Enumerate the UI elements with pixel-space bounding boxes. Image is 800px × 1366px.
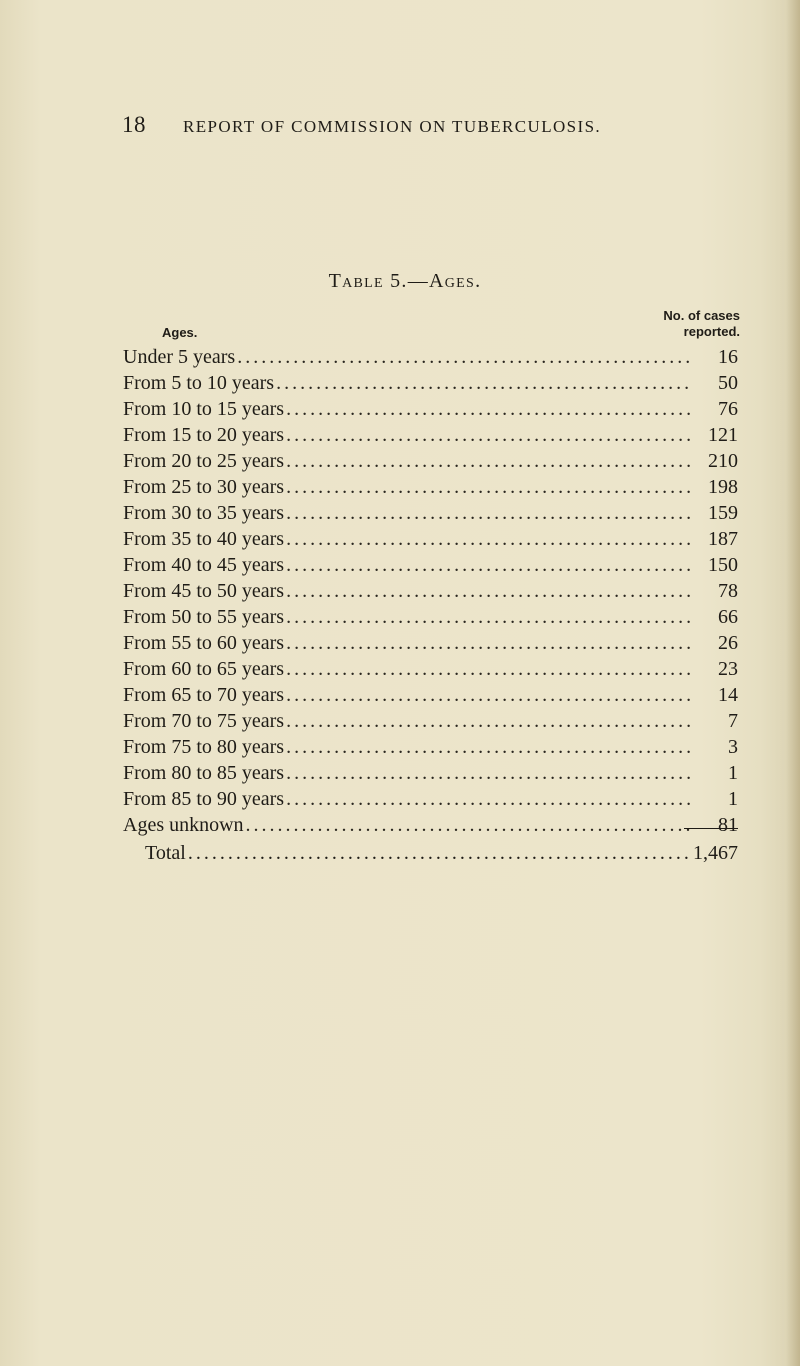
table-row	[123, 656, 738, 682]
age-table-rows	[123, 344, 738, 838]
dot-leader	[188, 840, 689, 866]
row-value: 14	[718, 684, 738, 706]
column-header-cases-line2: reported.	[683, 324, 740, 339]
dot-leader	[286, 474, 690, 500]
column-header-cases	[630, 308, 740, 340]
row-value: 198	[708, 476, 738, 498]
row-label: From 20 to 25 years	[123, 450, 285, 472]
table-row	[123, 604, 738, 630]
dot-leader	[276, 370, 690, 396]
table-title-text: Table 5.—Ages.	[328, 270, 482, 292]
table-row	[123, 682, 738, 708]
table-row	[123, 812, 738, 838]
dot-leader	[286, 552, 690, 578]
table-row	[123, 474, 738, 500]
row-label: Ages unknown	[123, 814, 244, 836]
row-label: From 55 to 60 years	[123, 632, 285, 654]
dot-leader	[286, 500, 690, 526]
table-row	[123, 578, 738, 604]
table-row	[123, 552, 738, 578]
table-title	[0, 270, 800, 293]
row-label: Under 5 years	[123, 346, 236, 368]
dot-leader	[286, 604, 690, 630]
row-label: From 65 to 70 years	[123, 684, 285, 706]
row-value: 78	[718, 580, 738, 602]
dot-leader	[246, 812, 690, 838]
row-label: From 80 to 85 years	[123, 762, 285, 784]
dot-leader	[286, 422, 690, 448]
total-label: Total	[145, 842, 186, 864]
column-header-cases-line1: No. of cases	[663, 308, 740, 323]
row-value: 150	[708, 554, 738, 576]
row-label: From 10 to 15 years	[123, 398, 285, 420]
row-value: 121	[708, 424, 738, 446]
row-label: From 15 to 20 years	[123, 424, 285, 446]
dot-leader	[237, 344, 690, 370]
dot-leader	[286, 448, 690, 474]
row-value: 7	[728, 710, 738, 732]
row-value: 187	[708, 528, 738, 550]
table-row	[123, 630, 738, 656]
row-label: From 60 to 65 years	[123, 658, 285, 680]
row-value: 50	[718, 372, 738, 394]
row-label: From 50 to 55 years	[123, 606, 285, 628]
dot-leader	[286, 708, 690, 734]
total-value: 1,467	[693, 842, 738, 864]
row-label: From 85 to 90 years	[123, 788, 285, 810]
row-label: From 5 to 10 years	[123, 372, 275, 394]
dot-leader	[286, 786, 690, 812]
table-row	[123, 448, 738, 474]
row-label: From 30 to 35 years	[123, 502, 285, 524]
table-row	[123, 708, 738, 734]
table-row	[123, 786, 738, 812]
table-row	[123, 370, 738, 396]
dot-leader	[286, 630, 690, 656]
dot-leader	[286, 396, 690, 422]
table-row	[123, 396, 738, 422]
row-value: 16	[718, 346, 738, 368]
table-row	[123, 526, 738, 552]
row-value: 1	[728, 788, 738, 810]
row-value: 3	[728, 736, 738, 758]
row-label: From 70 to 75 years	[123, 710, 285, 732]
dot-leader	[286, 656, 690, 682]
table-row	[123, 760, 738, 786]
dot-leader	[286, 734, 690, 760]
table-row	[123, 422, 738, 448]
row-value: 210	[708, 450, 738, 472]
row-value: 81	[718, 814, 738, 836]
total-rule	[684, 828, 738, 829]
row-value: 23	[718, 658, 738, 680]
dot-leader	[286, 760, 690, 786]
table-row	[123, 734, 738, 760]
row-value: 76	[718, 398, 738, 420]
row-label: From 45 to 50 years	[123, 580, 285, 602]
row-label: From 40 to 45 years	[123, 554, 285, 576]
total-row	[145, 840, 738, 866]
page-number: 18	[122, 112, 146, 137]
row-value: 1	[728, 762, 738, 784]
row-value: 159	[708, 502, 738, 524]
table-row	[123, 500, 738, 526]
page-edge-shadow	[786, 0, 800, 1366]
row-value: 26	[718, 632, 738, 654]
table-row	[123, 344, 738, 370]
running-head: REPORT OF COMMISSION ON TUBERCULOSIS.	[183, 117, 602, 136]
row-label: From 75 to 80 years	[123, 736, 285, 758]
row-label: From 35 to 40 years	[123, 528, 285, 550]
row-value: 66	[718, 606, 738, 628]
dot-leader	[286, 578, 690, 604]
row-label: From 25 to 30 years	[123, 476, 285, 498]
column-header-ages: Ages.	[162, 325, 198, 340]
dot-leader	[286, 526, 690, 552]
dot-leader	[286, 682, 690, 708]
